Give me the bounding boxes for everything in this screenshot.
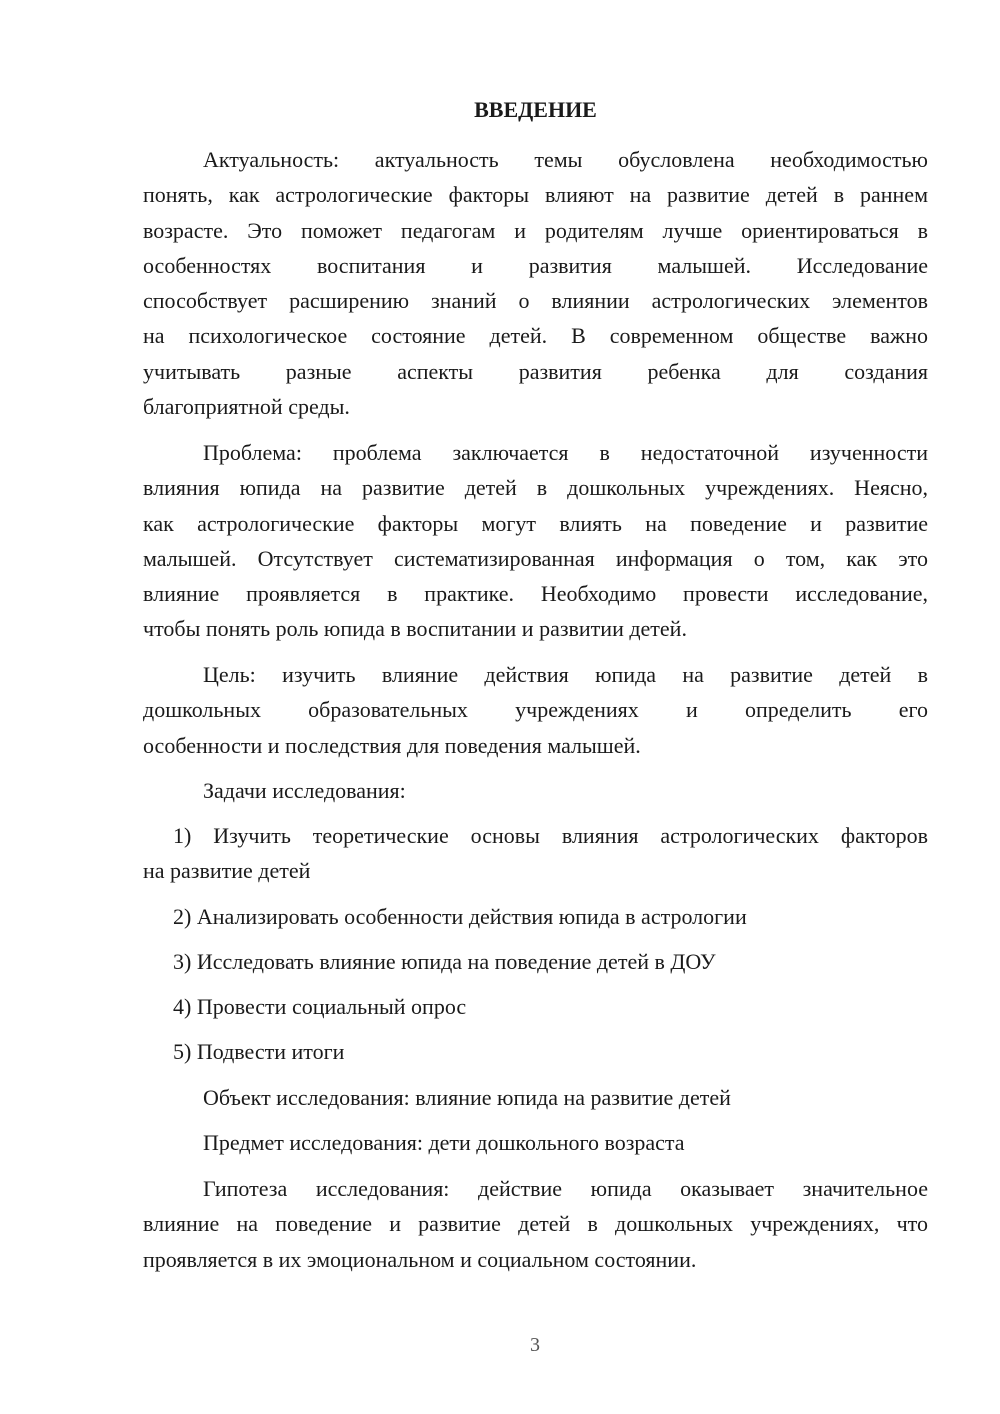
text-line: Задачи исследования: bbox=[203, 778, 406, 803]
text-line: влияния юпида на развитие детей в дошкольных учреждениях. Неясно, bbox=[143, 475, 928, 501]
text-line: особенностях воспитания и развития малышей. Исследование bbox=[143, 252, 928, 278]
text-line: Цель: изучить влияние действия юпида на развитие детей в bbox=[203, 662, 928, 687]
paragraph bbox=[143, 1034, 928, 1069]
text-line: 1) Изучить теоретические основы влияния астрологических факторов bbox=[173, 823, 928, 848]
paragraph bbox=[143, 435, 928, 647]
paragraph bbox=[143, 1171, 928, 1277]
text-line: на психологическое состояние детей. В современном обществе важно bbox=[143, 323, 928, 349]
paragraph bbox=[143, 944, 928, 979]
text-line: 4) Провести социальный опрос bbox=[173, 994, 467, 1019]
text-line: чтобы понять роль юпида в воспитании и развитии детей. bbox=[143, 616, 687, 642]
paragraph bbox=[143, 818, 928, 889]
paragraph bbox=[143, 899, 928, 934]
paragraph bbox=[143, 142, 928, 424]
text-line: учитывать разные аспекты развития ребенка для создания bbox=[143, 358, 928, 384]
text-line: Объект исследования: влияние юпида на развитие детей bbox=[203, 1085, 731, 1110]
text-line: 2) Анализировать особенности действия юпида в астрологии bbox=[173, 904, 747, 929]
text-line: влияние проявляется в практике. Необходимо провести исследование, bbox=[143, 581, 928, 607]
paragraph bbox=[143, 989, 928, 1024]
text-line: особенности и последствия для поведения малышей. bbox=[143, 732, 641, 758]
text-line: дошкольных образовательных учреждениях и определить его bbox=[143, 697, 928, 723]
paragraph bbox=[143, 1125, 928, 1160]
text-line: Гипотеза исследования: действие юпида оказывает значительное bbox=[203, 1176, 928, 1201]
text-line: малышей. Отсутствует систематизированная информация о том, как это bbox=[143, 545, 928, 571]
text-line: благоприятной среды. bbox=[143, 394, 350, 420]
text-line: возрасте. Это поможет педагогам и родителям лучше ориентироваться в bbox=[143, 217, 928, 243]
text-line: Предмет исследования: дети дошкольного возраста bbox=[203, 1130, 685, 1155]
text-line: Проблема: проблема заключается в недостаточной изученности bbox=[203, 440, 928, 465]
paragraph bbox=[143, 657, 928, 763]
page-number: 3 bbox=[530, 1334, 540, 1356]
paragraph bbox=[143, 1080, 928, 1115]
text-line: понять, как астрологические факторы влияют на развитие детей в раннем bbox=[143, 182, 928, 208]
text-line: как астрологические факторы могут влиять на поведение и развитие bbox=[143, 510, 928, 536]
text-line: влияние на поведение и развитие детей в дошкольных учреждениях, что bbox=[143, 1211, 928, 1237]
text-line: на развитие детей bbox=[143, 858, 311, 884]
text-line: способствует расширению знаний о влиянии астрологических элементов bbox=[143, 288, 928, 314]
text-line: 5) Подвести итоги bbox=[173, 1039, 345, 1064]
page-title: ВВЕДЕНИЕ bbox=[474, 97, 597, 122]
text-line: 3) Исследовать влияние юпида на поведение детей в ДОУ bbox=[173, 949, 716, 974]
paragraph bbox=[143, 773, 928, 808]
text-line: проявляется в их эмоциональном и социальном состоянии. bbox=[143, 1246, 697, 1272]
text-line: Актуальность: актуальность темы обусловлена необходимостью bbox=[203, 147, 928, 172]
